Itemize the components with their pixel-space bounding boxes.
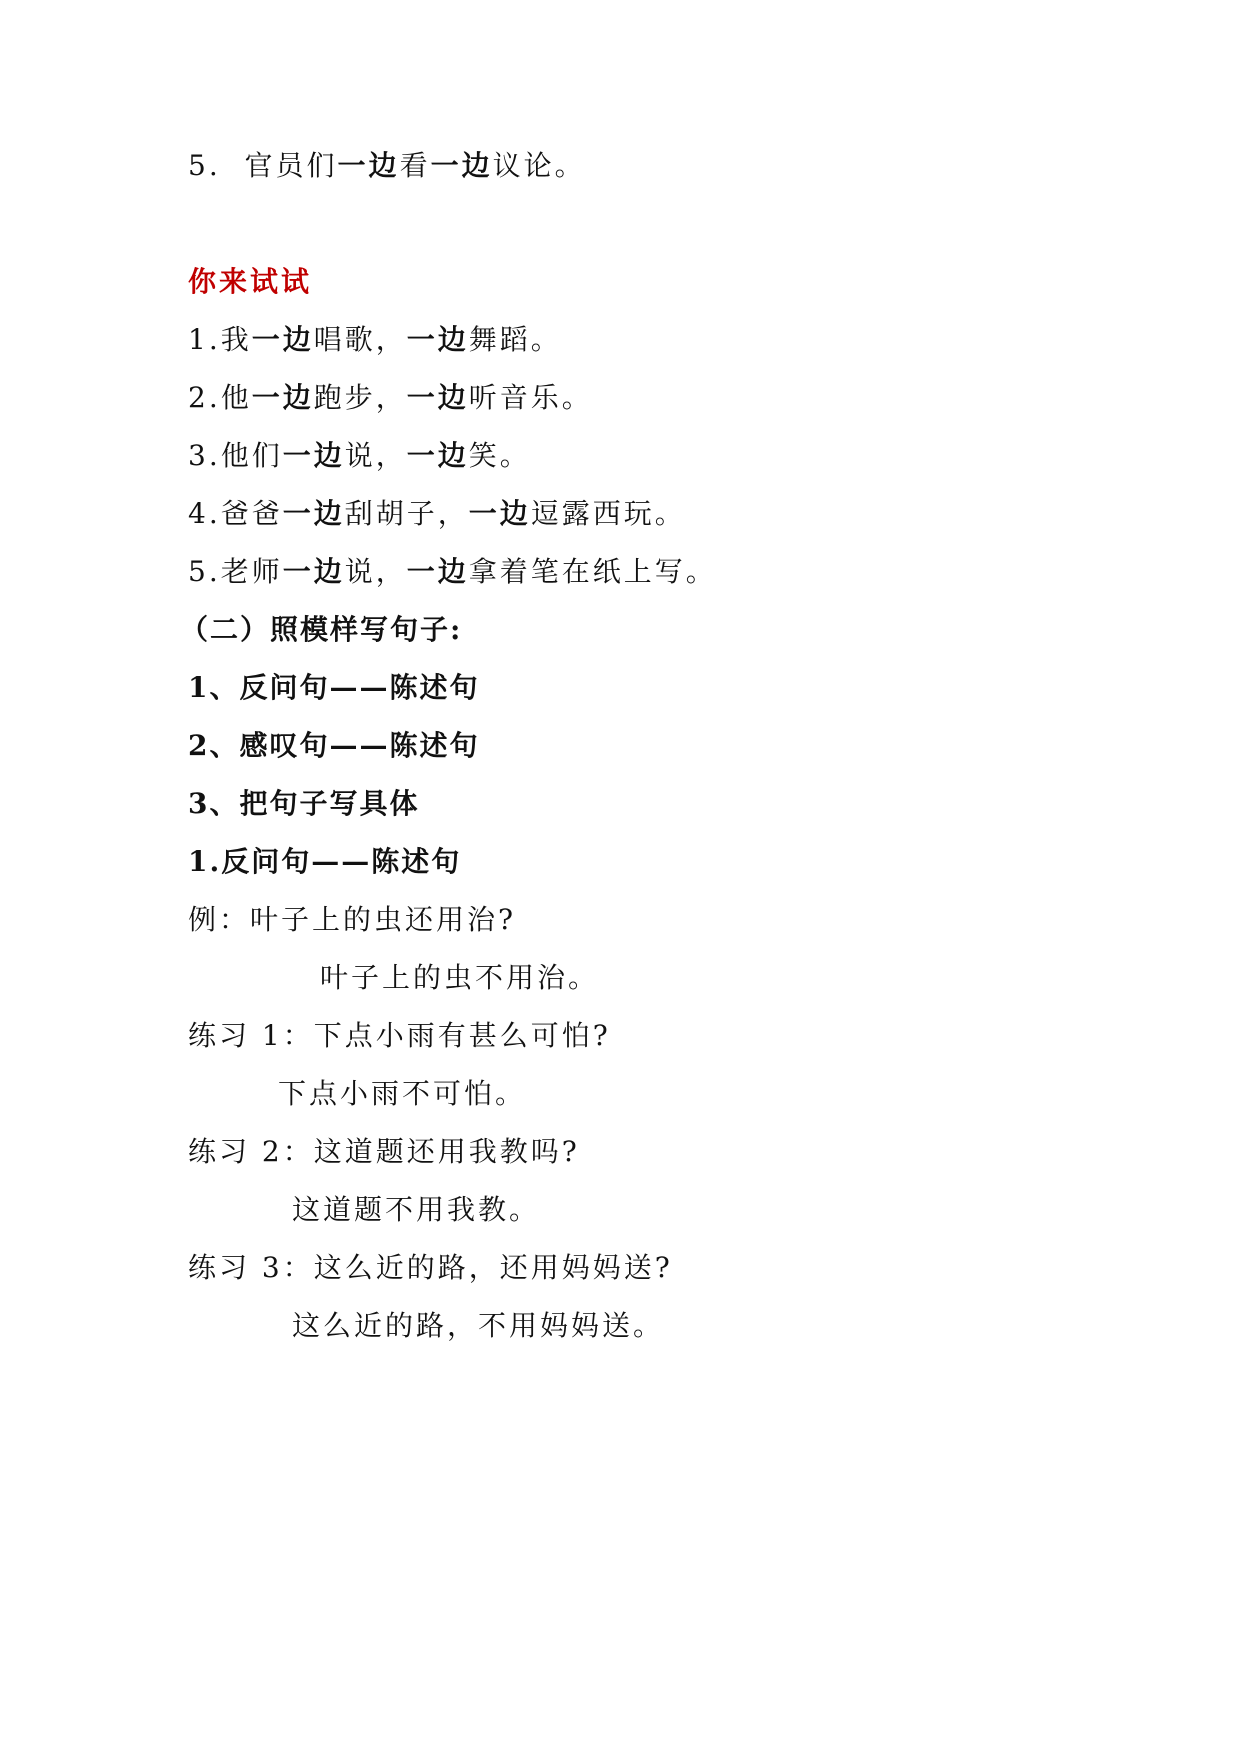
keyword: 一边 [468,497,531,530]
keyword: 一边 [406,555,469,588]
keyword: 一边 [282,497,345,530]
try-item-2 [188,380,593,416]
section-item-1: 1、反问句——陈述句 [188,671,480,704]
practice-1-answer: 下点小雨不可怕。 [278,1077,527,1110]
item-number: 5. [188,555,221,588]
sentence-part: 说， [344,439,407,472]
keyword: 一边 [406,381,469,414]
sentence-part: 刮胡子， [344,497,469,530]
try-item-1 [188,322,562,358]
try-heading: 你来试试 [188,265,313,298]
keyword: 一边 [406,439,469,472]
sentence-part: 舞蹈。 [468,323,562,356]
try-item-3 [188,438,531,474]
sentence-part: 议论。 [492,149,586,182]
practice-2-answer: 这道题不用我教。 [292,1193,541,1226]
example-answer: 叶子上的虫不用治。 [320,961,600,994]
sentence-part: 跑步， [313,381,407,414]
sentence-part: 唱歌， [313,323,407,356]
sentence-part: 说， [344,555,407,588]
section-item-2: 2、感叹句——陈述句 [188,729,480,762]
sentence-part: 我 [220,323,252,356]
practice-3-answer: 这么近的路，不用妈妈送。 [292,1309,665,1342]
item-number: 2. [188,381,221,414]
keyword: 一边 [251,381,314,414]
example-sentence-5 [188,148,586,184]
subsection-heading: 1.反问句——陈述句 [188,845,462,878]
sentence-part: 爸爸 [220,497,283,530]
keyword: 一边 [282,555,345,588]
sentence-part: 他 [220,381,252,414]
section-heading: （二）照模样写句子: [180,613,463,646]
sentence-part: 他们 [220,439,283,472]
try-item-4 [188,496,686,532]
practice-1-question: 练习 1：下点小雨有甚么可怕? [188,1019,611,1052]
keyword: 一边 [251,323,314,356]
sentence-part: 看 [399,149,431,182]
sentence-part: 逗露西玩。 [530,497,686,530]
practice-3-question: 练习 3：这么近的路，还用妈妈送? [188,1251,673,1284]
keyword: 一边 [337,149,400,182]
item-number: 3. [188,439,221,472]
sentence-part: 老师 [220,555,283,588]
sentence-part: 官员们 [244,149,338,182]
keyword: 一边 [406,323,469,356]
item-number: 4. [188,497,221,530]
item-number: 5. [188,149,221,182]
item-number: 1. [188,323,221,356]
sentence-part: 拿着笔在纸上写。 [468,555,717,588]
example-question: 例：叶子上的虫还用治? [188,903,517,936]
keyword: 一边 [282,439,345,472]
sentence-part: 笑。 [468,439,531,472]
keyword: 一边 [430,149,493,182]
practice-2-question: 练习 2：这道题还用我教吗? [188,1135,580,1168]
sentence-part: 听音乐。 [468,381,593,414]
section-item-3: 3、把句子写具体 [188,787,420,820]
try-item-5 [188,554,717,590]
